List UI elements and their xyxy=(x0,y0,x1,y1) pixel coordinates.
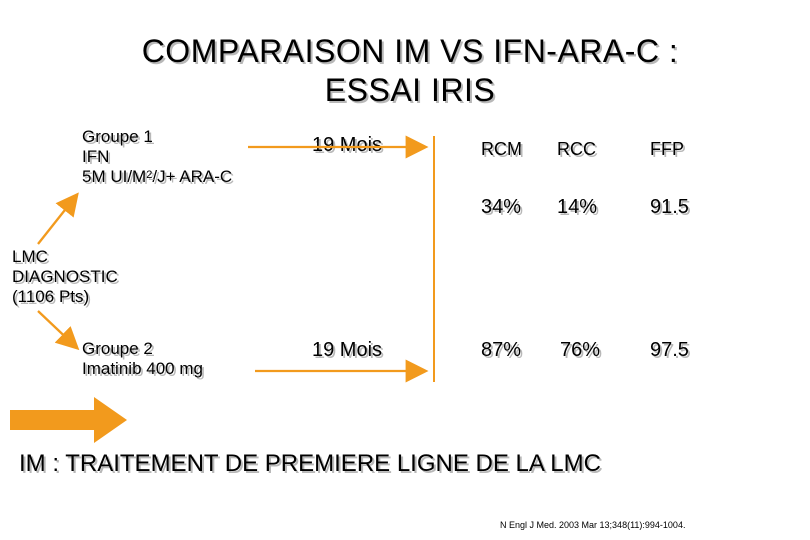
cml-label: LMC xyxy=(12,247,48,266)
patient-count-label: (1106 Pts) xyxy=(12,287,90,306)
column-header-rcc: RCC xyxy=(557,139,596,159)
group-1-name: Groupe 1 xyxy=(82,127,153,146)
group-1-dose-prefix: 5M UI/M xyxy=(82,167,147,186)
group-1-rcm-value: 34% xyxy=(481,196,522,218)
group-2-rcc-value: 76% xyxy=(560,339,601,361)
diagnostic-to-group-1-arrow-icon xyxy=(38,196,76,244)
column-header-rcm: RCM xyxy=(481,139,522,159)
reference-citation: N Engl J Med. 2003 Mar 13;348(11):994-1004. xyxy=(500,520,686,530)
group-2-ffp-value: 97.5 xyxy=(650,339,689,361)
group-2-duration: 19 Mois xyxy=(312,339,383,361)
group-1-duration: 19 Mois xyxy=(312,134,383,156)
group-1-rcc-value: 14% xyxy=(557,196,598,218)
conclusion-text: IM : TRAITEMENT DE PREMIERE LIGNE DE LA LMC xyxy=(19,450,601,477)
diagnostic-label: DIAGNOSTIC xyxy=(12,267,118,286)
group-1-dose-suffix: /J+ ARA-C xyxy=(152,167,233,186)
slide-title-line-2: ESSAI IRIS xyxy=(324,72,496,108)
group-1-ffp-value: 91.5 xyxy=(650,196,689,218)
group-2-name: Groupe 2 xyxy=(82,339,153,358)
column-header-ffp: FFP xyxy=(650,139,684,159)
group-1-drug: IFN xyxy=(82,147,110,166)
group-2-drug: Imatinib 400 mg xyxy=(82,359,203,378)
group-2-rcm-value: 87% xyxy=(481,339,522,361)
diagnostic-to-group-2-arrow-icon xyxy=(38,311,76,347)
group-1-dose-superscript: 2 xyxy=(146,169,153,181)
slide-title-line-1: COMPARAISON IM VS IFN-ARA-C : xyxy=(141,33,679,69)
block-arrow-icon xyxy=(10,397,127,443)
